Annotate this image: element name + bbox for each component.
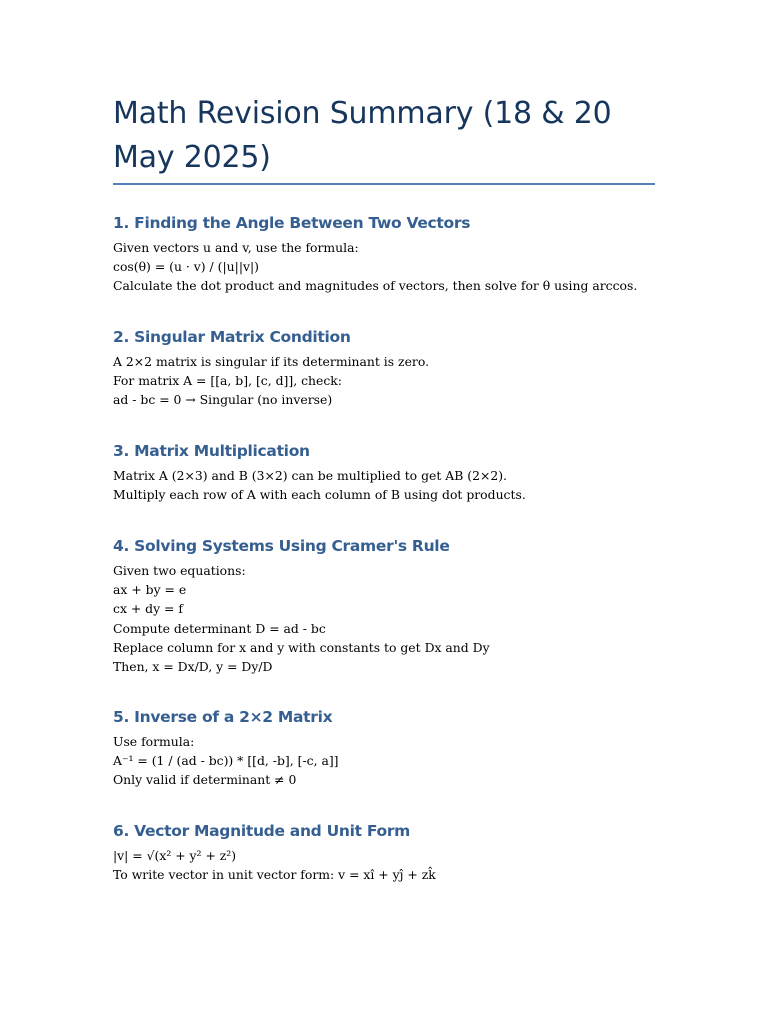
section-body (113, 238, 673, 296)
section-vector-magnitude (113, 820, 673, 884)
body-line: Then, x = Dx/D, y = Dy/D (113, 659, 273, 675)
body-line: Matrix A (2×3) and B (3×2) can be multiplied to get AB (2×2). (113, 468, 507, 483)
section-heading: 4. Solving Systems Using Cramer's Rule (113, 537, 450, 555)
section-heading: 2. Singular Matrix Condition (113, 328, 351, 346)
document-page (113, 0, 655, 883)
section-cramers-rule (113, 535, 673, 676)
body-line: Only valid if determinant ≠ 0 (113, 772, 297, 788)
section-heading: 5. Inverse of a 2×2 Matrix (113, 708, 333, 726)
body-line: Given vectors u and v, use the formula: (113, 240, 359, 255)
section-inverse-matrix (113, 706, 673, 790)
section-body (113, 846, 673, 884)
body-line: Replace column for x and y with constants to get Dx and Dy (113, 639, 490, 655)
body-line: ax + by = e (113, 582, 187, 598)
body-line: ad - bc = 0 → Singular (no inverse) (113, 392, 333, 408)
section-heading: 6. Vector Magnitude and Unit Form (113, 822, 411, 840)
body-line: Given two equations: (113, 563, 246, 578)
body-line: Multiply each row of A with each column of B using dot products. (113, 487, 526, 503)
section-singular-matrix (113, 326, 673, 410)
section-heading: 1. Finding the Angle Between Two Vectors (113, 214, 471, 232)
body-line: cos(θ) = (u · v) / (|u||v|) (113, 259, 260, 275)
section-matrix-multiplication (113, 440, 673, 504)
section-heading: 3. Matrix Multiplication (113, 442, 310, 460)
document-title: Math Revision Summary (18 & 20 May 2025) (113, 96, 612, 175)
body-line: Compute determinant D = ad - bc (113, 620, 326, 636)
body-line: A 2×2 matrix is singular if its determinant is zero. (113, 354, 430, 369)
body-line: Calculate the dot product and magnitudes of vectors, then solve for θ using arccos. (113, 278, 638, 294)
section-body (113, 732, 673, 790)
body-line: |v| = √(x² + y² + z²) (113, 848, 237, 863)
section-body (113, 561, 673, 676)
section-body (113, 466, 673, 504)
section-angle-between-vectors (113, 212, 673, 296)
body-line: A⁻¹ = (1 / (ad - bc)) * [[d, -b], [-c, a]] (113, 753, 339, 769)
body-line: To write vector in unit vector form: v = xî + yĵ + zk̂ (113, 867, 436, 883)
body-line: For matrix A = [[a, b], [c, d]], check: (113, 373, 342, 389)
section-body (113, 352, 673, 410)
body-line: cx + dy = f (113, 601, 183, 617)
title-underline (113, 183, 655, 185)
body-line: Use formula: (113, 734, 195, 749)
